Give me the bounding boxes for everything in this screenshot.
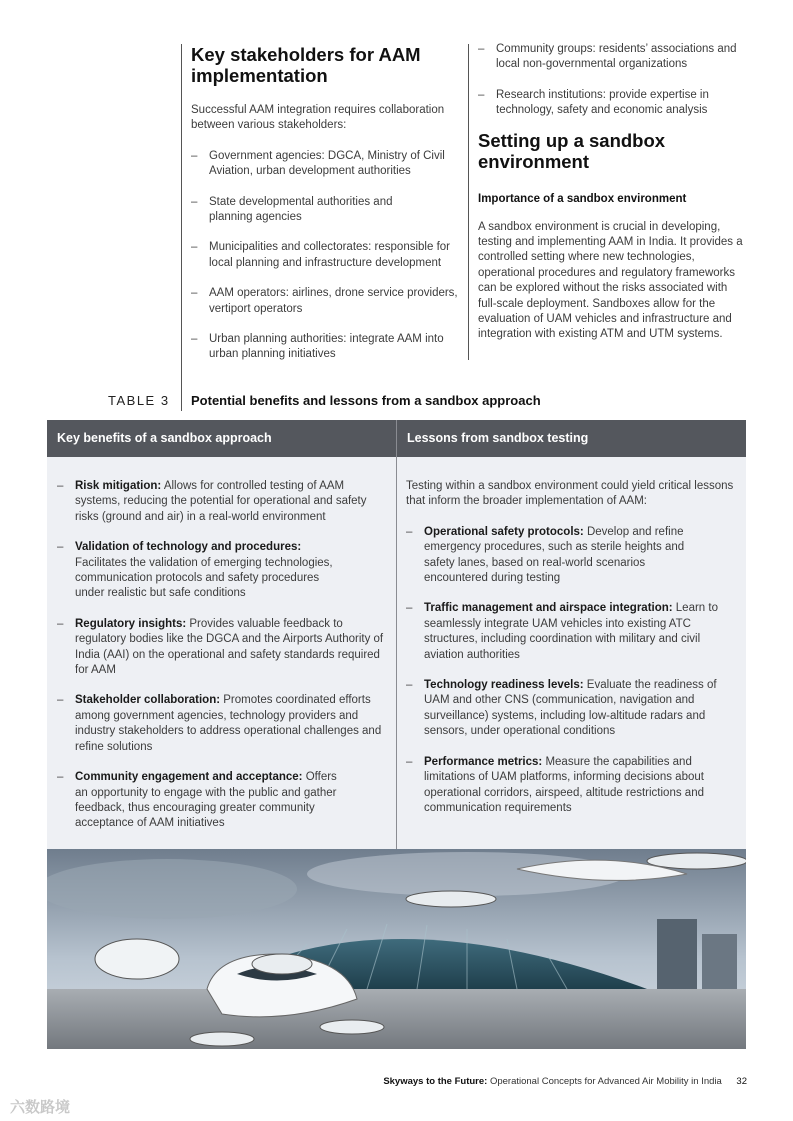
list-item: – State developmental authorities and planning agencies xyxy=(191,195,414,226)
air-taxi-rotor xyxy=(190,1032,254,1046)
list-item xyxy=(406,525,686,587)
stakeholders-intro: Successful AAM integration requires collaboration between various stakeholders: xyxy=(191,104,445,132)
sandbox-paragraph: A sandbox environment is crucial in developing, testing and implementing AAM in India. It provides a controlled setting where new technologies, operational procedures and regulatory frameworks can be explored without the risks associated with full-scale deployment. Sandboxes allow for the evaluation of UAM vehicles and infrastructure and integration with existing ATM and UTM systems. xyxy=(478,220,743,341)
list-item: – Government agencies: DGCA, Ministry of Civil Aviation, urban development authorities xyxy=(191,149,463,180)
left-column xyxy=(191,44,463,363)
benefits-column xyxy=(57,479,387,832)
benefit-text: Offers an opportunity to engage with the public and gather feedback, thus encouraging greater community acceptance of AAM initiatives xyxy=(75,771,337,830)
benefit-term: Community engagement and acceptance: xyxy=(75,771,303,784)
sandbox-subheading: Importance of a sandbox environment xyxy=(478,192,687,205)
list-item: – AAM operators: airlines, drone service providers, vertiport operators xyxy=(191,286,463,317)
right-column xyxy=(478,42,746,343)
benefit-term: Regulatory insights: xyxy=(75,617,187,630)
lesson-term: Traffic management and airspace integration: xyxy=(424,602,673,615)
watermark-text: 六数路境 xyxy=(10,1099,71,1116)
footer-title-bold: Skyways to the Future: xyxy=(383,1076,488,1087)
list-item xyxy=(406,755,738,817)
cloud xyxy=(47,859,297,919)
table-title: Potential benefits and lessons from a sandbox approach xyxy=(191,393,541,408)
sandbox-heading: Setting up a sandbox environment xyxy=(478,129,666,172)
tower-building xyxy=(702,934,737,989)
lessons-list xyxy=(406,525,738,817)
tower-building xyxy=(657,919,697,989)
stakeholders-list-continued xyxy=(478,42,746,119)
list-item xyxy=(57,540,337,602)
benefit-term: Stakeholder collaboration: xyxy=(75,694,221,707)
list-item xyxy=(57,770,337,832)
table-label-rule xyxy=(181,391,182,411)
lessons-intro: Testing within a sandbox environment could yield critical lessons that inform the broader implementation of AAM: xyxy=(406,480,734,508)
benefit-text: Promotes coordinated efforts among government agencies, technology providers and industry stakeholders to address operational challenges and refine solutions xyxy=(75,694,382,753)
benefit-term: Risk mitigation: xyxy=(75,480,162,492)
air-taxi-rotor xyxy=(320,1020,384,1034)
table-header-benefits: Key benefits of a sandbox approach xyxy=(47,420,396,457)
lesson-text: Develop and refine emergency procedures, such as sterile heights and safety lanes, based on real-world scenarios encountered during testing xyxy=(424,525,685,585)
table-label: TABLE 3 xyxy=(108,393,170,408)
stakeholders-heading: Key stakeholders for AAM implementation xyxy=(191,44,421,86)
page-footer xyxy=(383,1076,747,1087)
lesson-text: Learn to seamlessly integrate UAM vehicles into existing ATC structures, including coordination with military and civil aviation authorities xyxy=(424,602,718,661)
lessons-column xyxy=(406,479,738,816)
lesson-term: Operational safety protocols: xyxy=(424,525,584,538)
left-column-rule xyxy=(181,44,182,394)
lesson-text: Evaluate the readiness of UAM and other CNS (communication, navigation and surveillance) systems, including low-altitude radars and sensors, under operational conditions xyxy=(424,679,717,738)
list-item xyxy=(406,601,738,663)
list-item: – Community groups: residents’ associations and local non-governmental organizations xyxy=(478,42,746,73)
list-item: – Municipalities and collectorates: responsible for local planning and infrastructure development xyxy=(191,240,463,271)
air-taxi-illustration xyxy=(47,849,746,1049)
air-taxi-rotor xyxy=(647,853,746,869)
benefit-term: Validation of technology and procedures: xyxy=(75,541,302,554)
watermark xyxy=(10,1096,70,1117)
lesson-term: Performance metrics: xyxy=(424,755,543,768)
air-taxi-rotor xyxy=(252,954,312,974)
air-taxi-rotor xyxy=(406,891,496,907)
list-item xyxy=(406,678,738,740)
air-taxi-rotor xyxy=(95,939,179,979)
right-column-rule xyxy=(468,44,469,360)
table-divider xyxy=(396,420,397,849)
list-item xyxy=(57,617,387,679)
footer-title-rest: Operational Concepts for Advanced Air Mobility in India xyxy=(487,1076,722,1087)
list-item: – Research institutions: provide expertise in technology, safety and economic analysis xyxy=(478,88,746,119)
lesson-term: Technology readiness levels: xyxy=(424,679,584,692)
benefit-text: Provides valuable feedback to regulatory bodies like the DGCA and the Airports Authority of India (AAI) on the operational and safety standards required for AAM xyxy=(75,617,384,677)
benefit-text: Allows for controlled testing of AAM systems, reducing the potential for operational and safety risks (ground and air) in a real-world environment xyxy=(75,480,367,523)
lesson-text: Measure the capabilities and limitations of UAM platforms, informing decisions about operational corridors, airspeed, altitude restrictions and communication requirements xyxy=(424,755,704,814)
list-item: – Urban planning authorities: integrate AAM into urban planning initiatives xyxy=(191,332,471,363)
stakeholders-list xyxy=(191,149,463,363)
list-item xyxy=(57,479,387,525)
plaza-ground xyxy=(47,989,746,1049)
table-header-lessons: Lessons from sandbox testing xyxy=(397,420,746,457)
benefit-text: Facilitates the validation of emerging technologies, communication protocols and safety procedures under realistic but safe conditions xyxy=(75,556,333,600)
page-number: 32 xyxy=(736,1076,747,1087)
benefits-list xyxy=(57,479,387,832)
list-item xyxy=(57,693,387,755)
